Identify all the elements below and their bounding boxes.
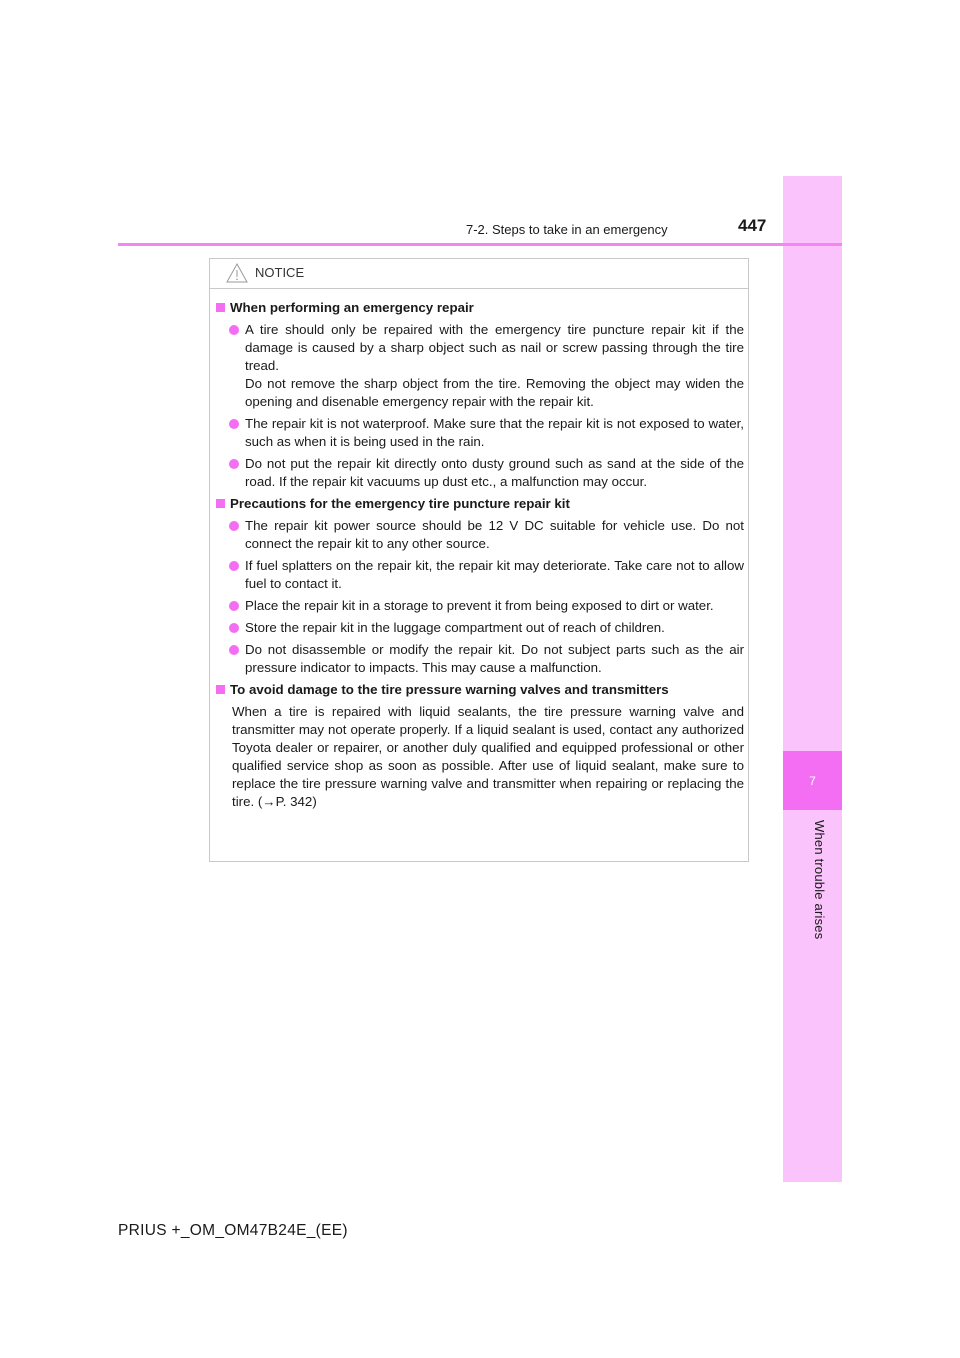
section-heading bbox=[216, 495, 744, 513]
list-item bbox=[229, 321, 744, 411]
chapter-title: When trouble arises bbox=[812, 820, 827, 940]
list-item bbox=[229, 619, 744, 637]
footer-document-code: PRIUS +_OM_OM47B24E_(EE) bbox=[118, 1222, 348, 1239]
section-heading bbox=[216, 299, 744, 317]
list-item-text: The repair kit power source should be 12 V DC suitable for vehicle use. Do not connect the repair kit to any other source. bbox=[245, 518, 744, 551]
notice-header bbox=[210, 259, 748, 289]
heading-text: When performing an emergency repair bbox=[230, 300, 474, 315]
list-item bbox=[229, 641, 744, 677]
list-item-text: Do not disassemble or modify the repair kit. Do not subject parts such as the air pressure indicator to impacts. This may cause a malfunction. bbox=[245, 642, 744, 675]
list-item bbox=[229, 455, 744, 491]
heading-text: Precautions for the emergency tire puncture repair kit bbox=[230, 496, 570, 511]
list-item bbox=[229, 597, 744, 615]
circle-bullet-icon bbox=[229, 601, 239, 611]
section-heading bbox=[216, 681, 744, 699]
notice-box bbox=[209, 258, 749, 862]
list-item-text: Place the repair kit in a storage to prevent it from being exposed to dirt or water. bbox=[245, 598, 714, 613]
circle-bullet-icon bbox=[229, 561, 239, 571]
square-bullet-icon bbox=[216, 499, 225, 508]
list-item-text: A tire should only be repaired with the emergency tire puncture repair kit if the damage is caused by a sharp object such as nail or screw passing through the tire tread. bbox=[245, 322, 744, 373]
notice-body bbox=[216, 299, 744, 811]
paragraph: When a tire is repaired with liquid sealants, the tire pressure warning valve and transmitter may not operate properly. If a liquid sealant is used, contact any authorized Toyota dealer or repairer, or another duly qualified and equipped professional or other qualified service shop as soon as possible. After use of liquid sealant, make sure to replace the tire pressure warning valve and transmitter when repairing or replacing the tire. (→P. 342) bbox=[232, 704, 744, 809]
circle-bullet-icon bbox=[229, 521, 239, 531]
list-item-text: Do not remove the sharp object from the tire. Removing the object may widen the opening and disenable emergency repair with the repair kit. bbox=[245, 376, 744, 409]
circle-bullet-icon bbox=[229, 325, 239, 335]
heading-text: To avoid damage to the tire pressure warning valves and transmitters bbox=[230, 682, 669, 697]
list-item bbox=[229, 415, 744, 451]
header-rule bbox=[118, 243, 842, 246]
square-bullet-icon bbox=[216, 685, 225, 694]
section-title: 7-2. Steps to take in an emergency bbox=[466, 222, 668, 237]
square-bullet-icon bbox=[216, 303, 225, 312]
circle-bullet-icon bbox=[229, 645, 239, 655]
list-item bbox=[229, 557, 744, 593]
circle-bullet-icon bbox=[229, 459, 239, 469]
page-number: 447 bbox=[738, 216, 767, 235]
chapter-number: 7 bbox=[783, 751, 842, 810]
list-item-text: Store the repair kit in the luggage compartment out of reach of children. bbox=[245, 620, 665, 635]
warning-triangle-icon bbox=[226, 263, 248, 283]
list-item-text: The repair kit is not waterproof. Make sure that the repair kit is not exposed to water, such as when it is being used in the rain. bbox=[245, 416, 744, 449]
chapter-side-tab bbox=[783, 176, 842, 1182]
list-item-text: If fuel splatters on the repair kit, the repair kit may deteriorate. Take care not to allow fuel to contact it. bbox=[245, 558, 744, 591]
circle-bullet-icon bbox=[229, 623, 239, 633]
list-item bbox=[229, 517, 744, 553]
notice-title: NOTICE bbox=[255, 265, 305, 280]
list-item-text: Do not put the repair kit directly onto dusty ground such as sand at the side of the road. If the repair kit vacuums up dust etc., a malfunction may occur. bbox=[245, 456, 744, 489]
circle-bullet-icon bbox=[229, 419, 239, 429]
